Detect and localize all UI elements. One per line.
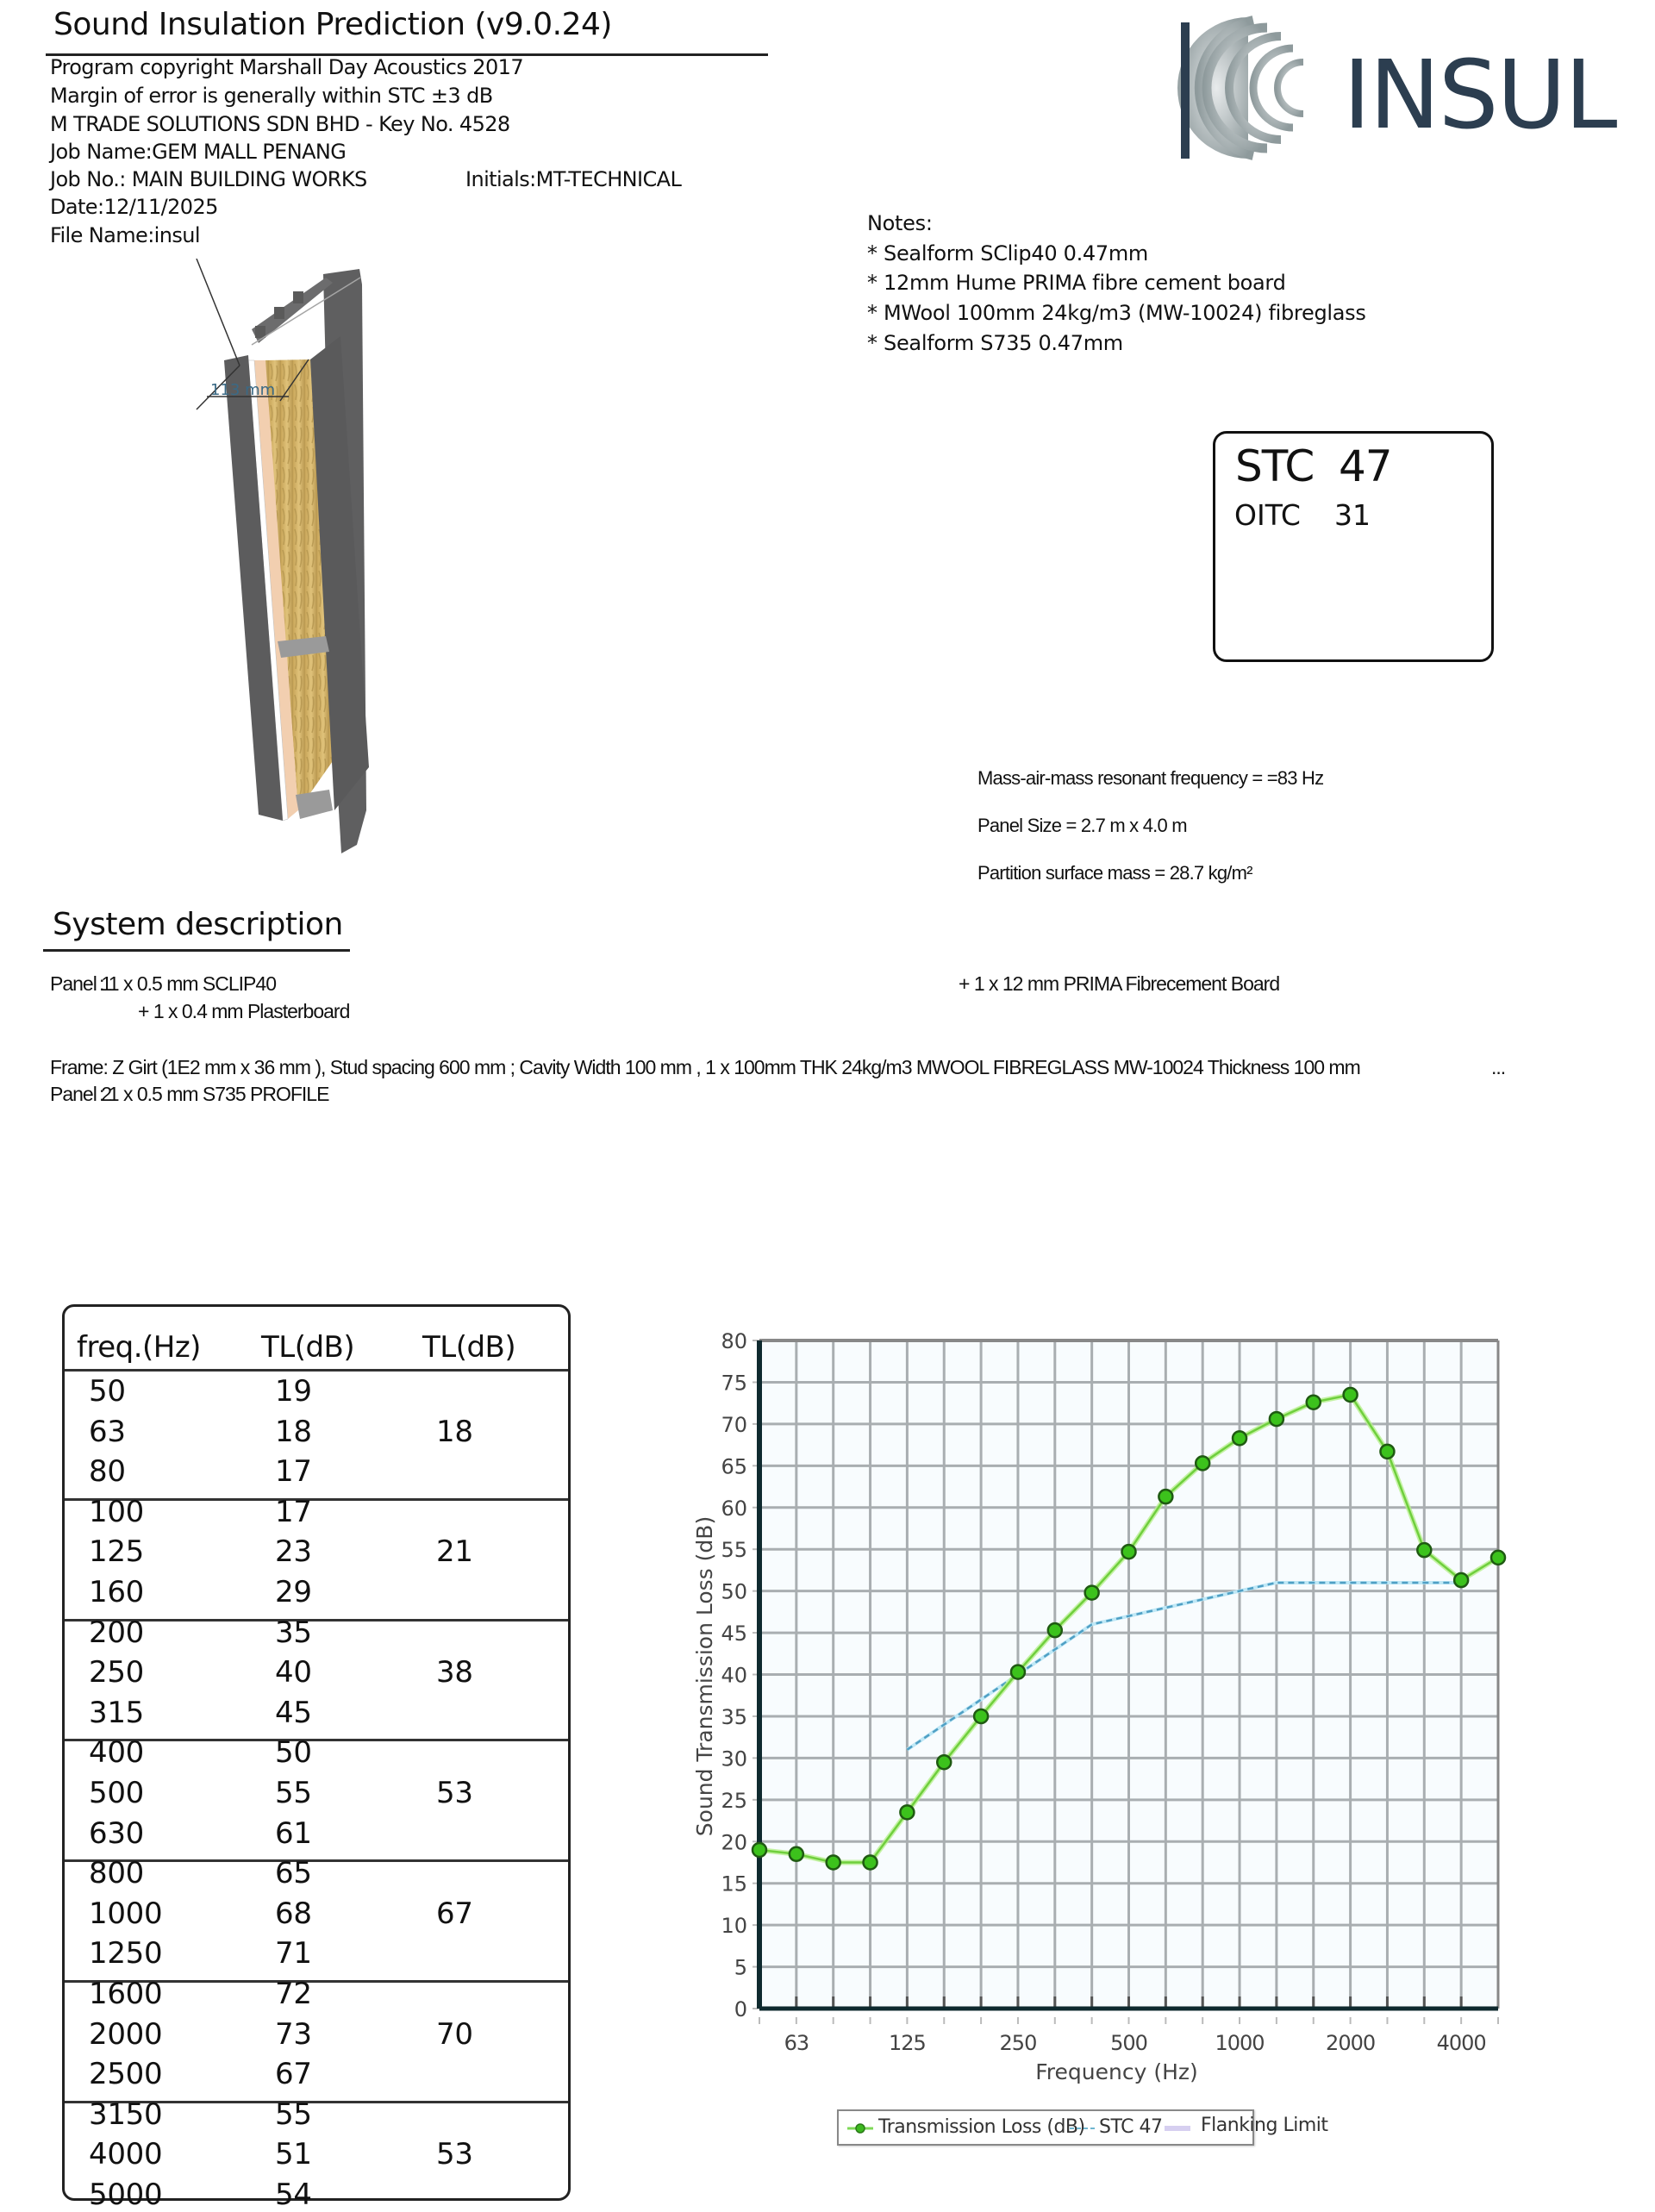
table-cell-octave-tl: 53: [436, 2137, 473, 2172]
frame-description: Frame: Z Girt (1E2 mm x 36 mm ), Stud spacing 600 mm ; Cavity Width 100 mm , 1 x 100mm THK 24kg/m3 MWOOL FIBREGLASS MW-10024 Thickness 100 mm: [50, 1056, 1360, 1078]
table-cell-tl: 73: [275, 2016, 312, 2052]
table-cell-frequency: 100: [89, 1494, 144, 1529]
table-cell-tl: 55: [275, 1776, 312, 1810]
tl-data-point: [1233, 1431, 1246, 1445]
panel2-label: Panel 2: [50, 1083, 112, 1105]
tl-data-point: [1344, 1388, 1358, 1402]
panel2-layer-1: : 1 x 0.5 mm S735 PROFILE: [99, 1083, 329, 1105]
table-cell-tl: 51: [275, 2137, 312, 2172]
y-tick-label: 75: [721, 1371, 747, 1396]
table-cell-tl: 40: [275, 1655, 312, 1690]
panel1-layer-1: : 1 x 0.5 mm SCLIP40: [99, 972, 276, 995]
x-tick-label: 500: [1110, 2031, 1147, 2055]
tl-data-point: [790, 1847, 803, 1861]
y-tick-label: 0: [734, 1997, 747, 2021]
system-description-underline: [43, 949, 350, 952]
table-cell-octave-tl: 18: [436, 1414, 473, 1449]
note-item: * Sealform SClip40 0.47mm: [867, 241, 1149, 266]
table-cell-frequency: 50: [89, 1374, 126, 1409]
table-cell-frequency: 80: [89, 1454, 126, 1490]
table-cell-frequency: 400: [89, 1735, 144, 1771]
note-item: * MWool 100mm 24kg/m3 (MW-10024) fibreglass: [867, 301, 1366, 325]
tl-data-point: [1048, 1623, 1062, 1637]
legend-stc-dash-icon: [1070, 2123, 1096, 2134]
table-header-tl-octave: TL(dB): [422, 1330, 516, 1365]
y-axis-label: Sound Transmission Loss (dB): [692, 1515, 717, 1837]
table-cell-tl: 23: [275, 1534, 312, 1570]
table-cell-frequency: 630: [89, 1815, 144, 1851]
tl-data-point: [753, 1843, 766, 1857]
panel-size: Panel Size = 2.7 m x 4.0 m: [977, 815, 1187, 836]
table-cell-tl: 50: [275, 1735, 312, 1771]
table-cell-octave-tl: 21: [436, 1534, 473, 1570]
y-tick-label: 10: [721, 1914, 747, 1939]
table-cell-tl: 61: [275, 1815, 312, 1851]
x-tick-label: 2000: [1326, 2031, 1376, 2055]
notes-title: Notes:: [867, 211, 933, 235]
y-tick-label: 80: [721, 1329, 747, 1353]
table-cell-octave-tl: 38: [436, 1655, 473, 1690]
y-tick-label: 5: [734, 1955, 747, 1980]
y-tick-label: 50: [721, 1579, 747, 1604]
logo-text: INSUL: [1343, 40, 1616, 150]
table-cell-frequency: 2500: [89, 2057, 163, 2092]
tl-data-point: [974, 1709, 988, 1723]
report-date: Date:12/11/2025: [50, 195, 218, 219]
y-tick-label: 40: [721, 1663, 747, 1688]
table-cell-tl: 18: [275, 1414, 312, 1449]
wall-illustration: [172, 259, 414, 862]
job-number: Job No.: MAIN BUILDING WORKS: [50, 167, 367, 191]
legend-flanking-label: Flanking Limit: [1201, 2115, 1328, 2136]
tl-data-point: [1307, 1396, 1321, 1409]
legend-tl-label: Transmission Loss (dB): [878, 2116, 1085, 2138]
sound-wave-icon: [1177, 17, 1303, 159]
y-tick-label: 70: [721, 1412, 747, 1437]
table-header-frequency: freq.(Hz): [77, 1330, 201, 1365]
chart-legend: [837, 2109, 1254, 2146]
y-tick-label: 25: [721, 1788, 747, 1813]
y-tick-label: 45: [721, 1622, 747, 1647]
y-tick-label: 20: [721, 1830, 747, 1855]
table-cell-octave-tl: 53: [436, 1776, 473, 1810]
table-cell-frequency: 1250: [89, 1936, 163, 1971]
table-cell-frequency: 160: [89, 1575, 144, 1609]
y-tick-label: 55: [721, 1538, 747, 1563]
surface-mass: Partition surface mass = 28.7 kg/m²: [977, 862, 1252, 884]
table-cell-tl: 71: [275, 1936, 312, 1971]
file-name: File Name:insul: [50, 223, 200, 247]
table-cell-frequency: 63: [89, 1414, 126, 1449]
stc-value: 47: [1339, 441, 1392, 491]
y-tick-label: 15: [721, 1871, 747, 1896]
tl-data-point: [1196, 1456, 1209, 1470]
table-cell-tl: 17: [275, 1494, 312, 1529]
initials: Initials:MT-TECHNICAL: [465, 167, 682, 191]
table-cell-frequency: 1600: [89, 1977, 163, 2011]
frame-ellipsis: ...: [1491, 1056, 1506, 1078]
table-header-divider: [65, 1369, 568, 1372]
table-header-tl-third-octave: TL(dB): [261, 1330, 355, 1365]
oitc-value: 31: [1334, 498, 1371, 532]
table-cell-tl: 68: [275, 1896, 312, 1931]
tl-data-point: [900, 1805, 914, 1819]
panel1-layer-2: + 1 x 0.4 mm Plasterboard: [138, 1000, 350, 1022]
table-cell-tl: 65: [275, 1856, 312, 1891]
tl-data-point: [1491, 1551, 1505, 1565]
dimension-label: 113 mm: [210, 381, 276, 399]
transmission-loss-table: [62, 1304, 571, 2212]
x-tick-label: 4000: [1436, 2031, 1486, 2055]
x-tick-label: 250: [999, 2031, 1037, 2055]
system-description-title: System description: [53, 907, 343, 942]
resonant-frequency: Mass-air-mass resonant frequency = =83 Hz: [977, 767, 1324, 789]
legend-flanking-swatch-icon: [1165, 2123, 1190, 2134]
table-cell-frequency: 250: [89, 1655, 144, 1690]
panel1-layer-3: + 1 x 12 mm PRIMA Fibrecement Board: [959, 972, 1280, 995]
chart-svg: [672, 1319, 1534, 2181]
panel1-label: Panel 1: [50, 972, 112, 995]
table-cell-frequency: 1000: [89, 1896, 163, 1931]
tl-data-point: [1122, 1545, 1136, 1559]
table-cell-frequency: 4000: [89, 2137, 163, 2172]
table-cell-tl: 67: [275, 2057, 312, 2092]
table-cell-frequency: 5000: [89, 2178, 163, 2212]
transmission-loss-chart: [672, 1319, 1534, 2181]
insul-logo-mark: [1155, 7, 1638, 162]
table-cell-frequency: 500: [89, 1776, 144, 1810]
y-tick-label: 65: [721, 1454, 747, 1479]
table-cell-tl: 72: [275, 1977, 312, 2011]
licensee-text: M TRADE SOLUTIONS SDN BHD - Key No. 4528: [50, 112, 510, 136]
table-cell-octave-tl: 70: [436, 2016, 473, 2052]
tl-data-point: [1011, 1665, 1025, 1679]
x-axis-label: Frequency (Hz): [1035, 2059, 1198, 2084]
tl-data-point: [1380, 1445, 1394, 1459]
table-cell-tl: 45: [275, 1695, 312, 1730]
table-cell-tl: 55: [275, 2096, 312, 2132]
tl-data-point: [937, 1755, 951, 1769]
y-tick-label: 35: [721, 1704, 747, 1729]
insul-logo: [1155, 7, 1638, 162]
y-tick-label: 30: [721, 1746, 747, 1771]
tl-data-point: [1158, 1490, 1172, 1503]
table-cell-tl: 17: [275, 1454, 312, 1490]
table-cell-frequency: 200: [89, 1615, 144, 1650]
tl-data-point: [1270, 1412, 1283, 1426]
table-cell-frequency: 3150: [89, 2096, 163, 2132]
tl-data-point: [1417, 1543, 1431, 1557]
margin-of-error-text: Margin of error is generally within STC ±3 dB: [50, 84, 493, 108]
copyright-text: Program copyright Marshall Day Acoustics 2017: [50, 55, 523, 79]
table-cell-frequency: 315: [89, 1695, 144, 1730]
x-tick-label: 63: [784, 2031, 809, 2055]
oitc-label: OITC: [1234, 498, 1301, 532]
table-cell-octave-tl: 67: [436, 1896, 473, 1931]
table-cell-frequency: 125: [89, 1534, 144, 1570]
table-cell-tl: 35: [275, 1615, 312, 1650]
table-cell-frequency: 800: [89, 1856, 144, 1891]
job-name: Job Name:GEM MALL PENANG: [50, 140, 347, 164]
tl-data-point: [1085, 1586, 1099, 1600]
tl-data-point: [864, 1855, 877, 1869]
stc-label: STC: [1235, 441, 1315, 491]
table-cell-tl: 29: [275, 1575, 312, 1609]
note-item: * Sealform S735 0.47mm: [867, 331, 1123, 355]
note-item: * 12mm Hume PRIMA fibre cement board: [867, 271, 1286, 295]
tl-data-point: [1454, 1573, 1468, 1587]
x-tick-label: 125: [888, 2031, 926, 2055]
legend-tl-marker-icon: [847, 2121, 873, 2135]
y-tick-label: 60: [721, 1496, 747, 1521]
legend-stc-label: STC 47: [1099, 2116, 1163, 2138]
table-cell-tl: 54: [275, 2178, 312, 2212]
table-cell-frequency: 2000: [89, 2016, 163, 2052]
x-tick-label: 1000: [1215, 2031, 1265, 2055]
report-title: Sound Insulation Prediction (v9.0.24): [53, 7, 612, 42]
tl-data-point: [827, 1855, 840, 1869]
table-cell-tl: 19: [275, 1374, 312, 1409]
